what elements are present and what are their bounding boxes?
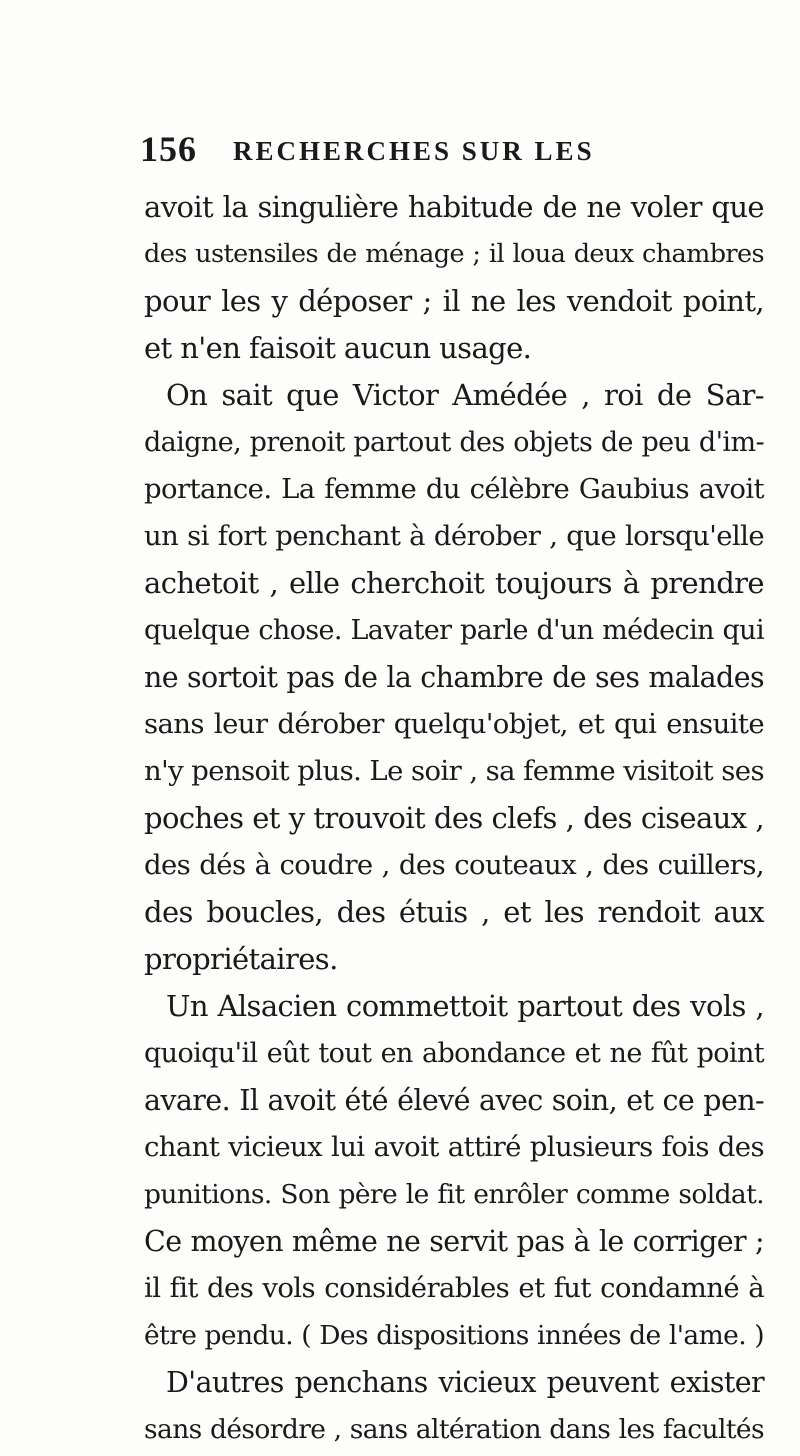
text-line: avare. Il avoit été élevé avec soin, et ce pen- <box>144 1084 764 1117</box>
text-line: quelque chose. Lavater parle d'un médecin qui <box>144 615 764 646</box>
page-header <box>140 128 660 178</box>
running-title: RECHERCHES SUR LES <box>233 136 595 166</box>
text-line: n'y pensoit plus. Le soir , sa femme visitoit ses <box>144 755 764 787</box>
text-line: un si fort penchant à dérober , que lorsqu'elle <box>144 520 764 552</box>
text-line: avoit la singulière habitude de ne voler que <box>144 190 764 224</box>
text-line: propriétaires. <box>144 942 338 976</box>
text-line: On sait que Victor Amédée , roi de Sar- <box>166 378 764 412</box>
text-line: des ustensiles de ménage ; il loua deux chambres <box>144 239 764 269</box>
text-line: des dés à coudre , des couteaux , des cuillers, <box>144 849 764 881</box>
text-line: quoiqu'il eût tout en abondance et ne fût point <box>144 1038 764 1069</box>
text-line: poches et y trouvoit des clefs , des ciseaux , <box>144 801 764 835</box>
text-line: D'autres penchans vicieux peuvent exister <box>166 1366 764 1399</box>
text-line: daigne, prenoit partout des objets de peu d'im- <box>144 427 764 458</box>
text-line: chant vicieux lui avoit attiré plusieurs fois des <box>144 1131 764 1163</box>
text-line: sans désordre , sans altération dans les facultés <box>144 1414 764 1445</box>
text-line: il fit des vols considérables et fut condamné à <box>144 1272 764 1304</box>
text-line: Un Alsacien commettoit partout des vols , <box>166 989 764 1023</box>
text-line: ne sortoit pas de la chambre de ses malades <box>144 661 764 694</box>
page-number: 156 <box>140 129 197 169</box>
text-line: sans leur dérober quelqu'objet, et qui ensuite <box>144 708 764 740</box>
text-line: et n'en faisoit aucun usage. <box>144 331 532 365</box>
body-text <box>144 184 764 1453</box>
text-line: portance. La femme du célèbre Gaubius avoit <box>144 473 764 505</box>
text-line: des boucles, des étuis , et les rendoit aux <box>144 895 764 929</box>
text-line: punitions. Son père le fit enrôler comme soldat. <box>144 1179 764 1210</box>
text-line: Ce moyen même ne servit pas à le corriger ; <box>144 1225 764 1258</box>
text-line: achetoit , elle cherchoit toujours à prendre <box>144 566 764 600</box>
text-line: pour les y déposer ; il ne les vendoit point, <box>144 284 764 318</box>
text-line: être pendu. ( Des dispositions innées de l'ame. ) <box>144 1320 764 1351</box>
